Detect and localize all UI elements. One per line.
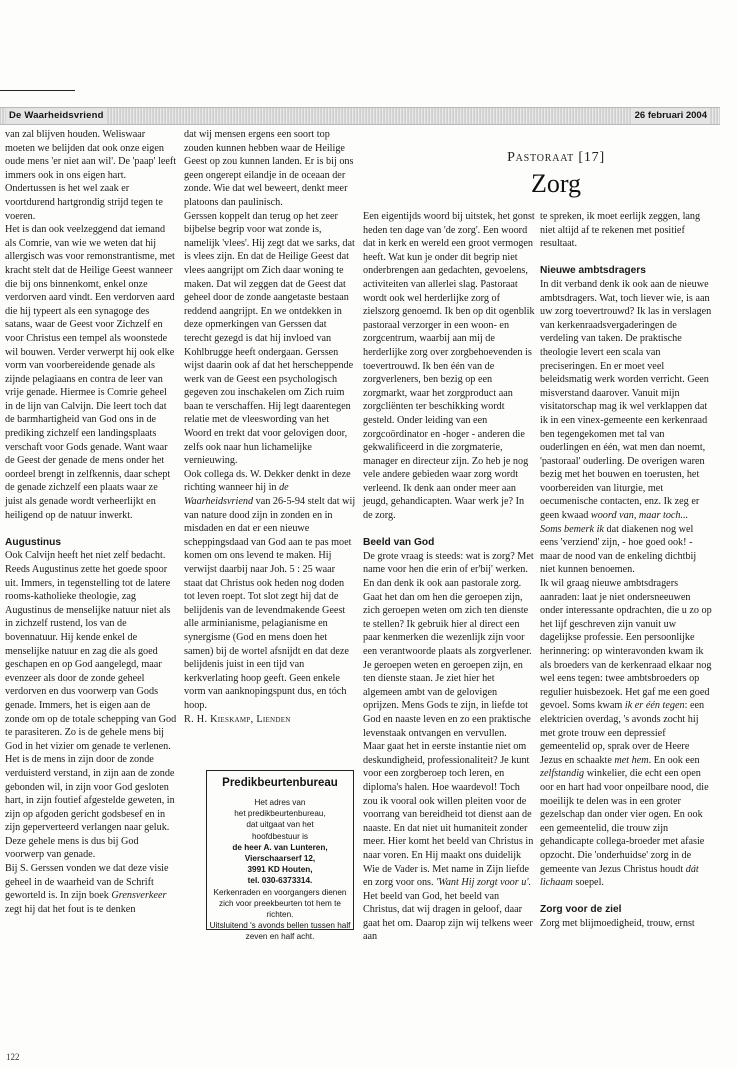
text-run: Ik wil graag nieuwe ambtsdragers aanraden: laat je niet ondersneeuwen onder interessante opdrachten, die u zo op het lijf geschreven zijn vanuit uw dagelijkse professie. Een persoonlijke herinnering: op winteravonden kwam ik als broeders van de kerkenraad elkaar nog wel eens tegen: twee ambtsbroeders op regulier huisbezoek. Het gaf me een goed gevoel. Soms kwam	[540, 578, 712, 712]
box-line: dat uitgaat van het	[246, 820, 314, 830]
box-line: Uitsluitend 's avonds bellen tussen half zeven en half acht.	[209, 921, 351, 942]
top-rule	[0, 90, 75, 91]
running-header	[0, 107, 720, 125]
paragraph: te spreken, ik moet eerlijk zeggen, lang niet altijd af te rekenen met positief resultaat.	[540, 211, 701, 250]
text-run: winkelier, die echt een open oor en hart had voor onpeilbare nood, die moeilijk te delen was in een groter gezelschap dan onder vier ogen. En ook een gemeentelid, die trouw zijn gehandicapte collega-broeder met afasie opzocht. Die 'onderhuidse' zorg in de gemeente van Jezus Christus houdt	[540, 768, 709, 875]
text-run: soepel.	[572, 877, 604, 889]
paragraph: van zal blijven houden. Weliswaar moeten we belijden dat ook onze eigen oude mens 'er niet aan wil'. De 'paap' leeft immers ook in ons eigen hart. Ondertussen is het wel zaak er voortdurend hartgrondig strijd tegen te voeren.	[5, 129, 177, 222]
text-run: : een elektricien overdag, 's avonds zocht hij met grote trouw een depressief gemeentelid op, sprak over de Heere Jezus en schaakte	[540, 700, 705, 766]
box-title: Predikbeurtenbureau	[222, 777, 338, 789]
box-line: hoofdbestuur is	[252, 831, 308, 841]
prediker-info-box	[206, 770, 354, 942]
text-run: Ook collega ds. W. Dekker denkt in deze richting wanneer hij in	[184, 468, 351, 494]
text-run: . En ook een	[648, 754, 700, 766]
column-3	[363, 210, 535, 944]
subheading-beeld-van-god: Beeld van God	[363, 537, 435, 549]
paragraph: Een eigentijds woord bij uitstek, het gonst heden ten dage van 'de zorg'. Een woord dat in kerk en wereld een groot vermogen heeft. Wat kun je onder dit begrip niet onderbrengen aan gedachten, gevoelens, activiteiten van allerlei slag. Pastoraat wordt ook wel herderlijke zorg of zielszorg genoemd. Ik ben op dit ogenblik pastoraal verzorger in een woon- en zorgcentrum, waarbij aan mij de herderlijke zorg over zorgbehoevenden is toevertrouwd. Ik ben één van de zorgverleners, ben bezig op een zorgmarkt, waar het zorgproduct aan zorgcliënten ter beschikking wordt gesteld. Onder leiding van een zorgcoördinator en -hoger - anderen die gekwalificeerd in die zorgmaterie, manager en directeur zijn. Zo heb je nog vele andere gebieden waar zorg wordt verleend. Ik denk aan onder meer aan jeugd, gehandicapten. Waar werk je? In de zorg.	[363, 211, 535, 522]
article-headline: Zorg	[530, 169, 582, 198]
paragraph	[5, 862, 177, 916]
column-4	[540, 210, 712, 930]
paragraph	[184, 468, 356, 713]
box-line: Kerkenraden en voorgangers dienen zich voor preekbeurten tot hem te richten.	[213, 887, 347, 920]
page-number: 122	[6, 1052, 20, 1062]
text-run: Bij S. Gerssen vonden we dat deze visie geheel in de waarheid van de Schrift geworteld is. In zijn boek	[5, 863, 169, 902]
column-2	[184, 128, 356, 726]
paragraph	[540, 278, 712, 577]
paper-name: De Waarheidsvriend	[6, 108, 107, 124]
emphasis: zelfstandig	[540, 768, 585, 780]
text-run: Het beeld van God, het beeld van Christus, dat wij dragen in geloof, daar gaat het om. Daarop zijn wij telkens weer aan	[363, 890, 533, 943]
paragraph: dat wij mensen ergens een soort top zouden kunnen hebben waar de Heilige Geest op zou kunnen landen. Er is bij ons geen ongerept eilandje in de oceaan der zonde. Wie dat wel beweert, denkt meer platoons dan paulinisch.	[184, 129, 354, 208]
paragraph: Het is dan ook veelzeggend dat iemand als Comrie, van wie we weten dat hij allergisch was voor remonstrantisme, met kracht stelt dat de Heilige Geest wanneer die bij ons binnenkomt, enkel onze verdorven aard vindt. Een verdorven aard die hij typeert als een synagoge des satans, waar de Geest voor Zichzelf en voor Christus een tempel als woonstede wil bouwen. Verder verwerpt hij ook elke vorm van voorbereidende genade als zijnde pelagiaans en contra de leer van vrije genade. Hiermee is Comrie geheel in de lijn van Calvijn. Die leert toch dat de barmhartigheid van God ons in de prediking zichzelf een landingsplaats verschaft voor Gods genade. Want waar de Geest der genade de mens onder het oordeel brengt in zelfkennis, daar schept de genade zichzelf een plaats waar ze juist als genade wordt verheerlijkt en heiligend op de natuur inwerkt.	[5, 224, 175, 521]
paragraph	[363, 740, 535, 944]
text-run: Maar gaat het in eerste instantie niet om deskundigheid, professionaliteit? Je kunt voor een zorgberoep toch leren, en diploma's halen. Hoe waardevol! Toch zou ik vooral ook willen pleiten voor de voorrang van bereidheid tot dienst aan de naaste. En dat niet uit humaniteit zonder meer. Hier komt het beeld van Christus in naar voren. En Hij maakt ons duidelijk Wie de Vader is. Met name in Zijn liefde en zorg voor ons.	[363, 741, 534, 889]
subheading-zorg-voor-de-ziel: Zorg voor de ziel	[540, 904, 622, 916]
paragraph: Ook Calvijn heeft het niet zelf bedacht. Reeds Augustinus zette het goede spoor uit. Immers, in tegenstelling tot de latere rooms-katholieke theologie, zag Augustinus de menselijke natuur niet als in zichzelf rustend, los van de bovennatuur. Hij kende enkel de menselijke natuur en zag die als goed geschapen en op God aangelegd, maar evenzeer als door de zonde geheel verdorven en dus voorwerp van Gods genade. Immers, het is eigen aan de zonde om op de totale schepping van God te parasiteren. Zo is de gehele mens bij God in het vizier om genade te verlenen. Het is de mens in zijn door de zonde verduisterd verstand, in zijn aan de zonde gebonden wil, in zijn voor God gesloten hart, in zijn foutief afgestelde geweten, in zijn op afgoden gericht godsbesef en in zijn geperverteerd verlangen naar geluk. Deze gehele mens is dus bij God voorwerp van genade.	[5, 550, 177, 861]
rubric-label: Pastoraat [17]	[507, 150, 605, 165]
emphasis: woord van, maar toch... Soms bemerk ik	[540, 510, 689, 535]
emphasis: dát lichaam	[540, 863, 699, 889]
emphasis: met hem	[614, 754, 649, 766]
text-run: In dit verband denk ik ook aan de nieuwe ambtsdragers. Wat, toch liever wie, is aan uw zorg toevertrouwd? Ik las in verslagen van kerkenraadsvergaderingen de verdeling van taken. De praktische theologie levert een scala van preciseringen. En er moet veel beleidsmatig werk worden verricht. Geen misverstand daarover. Vanuit mijn visitatorschap mag ik wel verklappen dat ik in een vinex-gemeente een kerkenraad ben tegengekomen met tal van ouderlingen en één, wat men dan noemt, 'pastoraal' ouderling. De overigen waren bezig met het bouwen en toerusten, het voorbereiden van liturgie, met oecumenische contacten, enz. Ik zeg er geen kwaad	[540, 278, 712, 522]
paragraph: Zorg met blijmoedigheid, trouw, ernst	[540, 917, 695, 929]
box-phone: tel. 030-6373314.	[247, 876, 313, 886]
paragraph	[540, 577, 712, 890]
subheading-augustinus: Augustinus	[5, 536, 62, 548]
column-1	[5, 128, 177, 916]
box-postcode: 3991 KD Houten,	[247, 865, 313, 875]
box-line: het predikbeurtenbureau,	[234, 809, 326, 819]
book-title: Grensverkeer	[111, 890, 167, 902]
issue-date: 26 februari 2004	[632, 108, 710, 124]
box-contact-name: de heer A. van Lunteren,	[232, 842, 328, 852]
text-run: zegt hij dat het fout is te denken	[5, 903, 136, 915]
author-signature: R. H. Kieskamp, Lienden	[184, 713, 291, 725]
box-address: Vierschaarserf 12,	[244, 854, 316, 864]
subheading-nieuwe-ambtsdragers: Nieuwe ambtsdragers	[540, 265, 646, 277]
text-run: van 26-5-94 stelt dat wij van nature dood zijn in zonden en in misdaden en dat er een nieuwe scheppingsdaad van God aan te pas moet komen om ons levend te maken. Hij verwijst daarbij naar Joh. 5 : 25 waar staat dat Christus ook heden nog doden tot leven roept. Tot slot zegt hij dat de belijdenis van de levendmakende Geest alle arminianisme, pelagianisme en synergisme (God en mens doen het samen) bij de wortel afsnijdt en dat deze belijdenis juist in een tijd van kerkverlating hoop geeft. Geen enkele vorm van aanknopingspunt dus, en tóch hoop.	[184, 496, 356, 711]
paragraph: De grote vraag is steeds: wat is zorg? Met name voor hen die erin of er'bij' werken. En dan denk ik ook aan pastorale zorg. Gaat het dan om hen die geroepen zijn, zich geroepen weten om zich ten dienste te stellen? Ik gebruik hier al direct een paar kenmerken die wezenlijk zijn voor een verantwoorde plaats als zorgverlener. Je geroepen weten en geroepen zijn, en ten dienste staan. Je ziet hier het algemeen ambt van de gelovigen oprijzen. Mens Gods te zijn, in liefde tot God en naaste leven en zo een praktische levenstaak ontvangen en vervullen.	[363, 550, 534, 739]
bible-quote: 'Want Hij zorgt voor u'.	[436, 877, 532, 889]
journal-title: de Waarheidsvriend	[184, 482, 289, 508]
emphasis: ik er één tegen	[624, 700, 685, 712]
paragraph: Gerssen koppelt dan terug op het zeer bijbelse begrip voor wat zonde is, namelijk 'vlees'. Hij zegt dat we sarks, dat is vlees zijn. En dat de Heilige Geest dat vlees aangrijpt om Zich daar woning te maken. Dat wil zeggen dat de Geest dat geheel door de zonde aangetaste bestaan reddend aangrijpt. En we ontdekken in deze opmerkingen van Gerssen dat terecht gezegd is dat hij invloed van Kohlbrugge heeft ondergaan. Gerssen wijst daarin ook af dat het herscheppende werk van de Geest een psychologisch gegeven zou inschakelen om Zich ruim baan te verschaffen. Hij legt daarentegen relatie met de vleeswording van het Woord en trekt dat voor gelovigen door, zelfs ook naar hun lichamelijke vernieuwing.	[184, 210, 355, 467]
text-run: dat diakenen nog wel eens 'verziend' zijn, - hoe goed ook! - maar de nood van de enkeling dichtbij niet kunnen benoemen.	[540, 523, 697, 576]
box-line: Het adres van	[254, 798, 306, 807]
